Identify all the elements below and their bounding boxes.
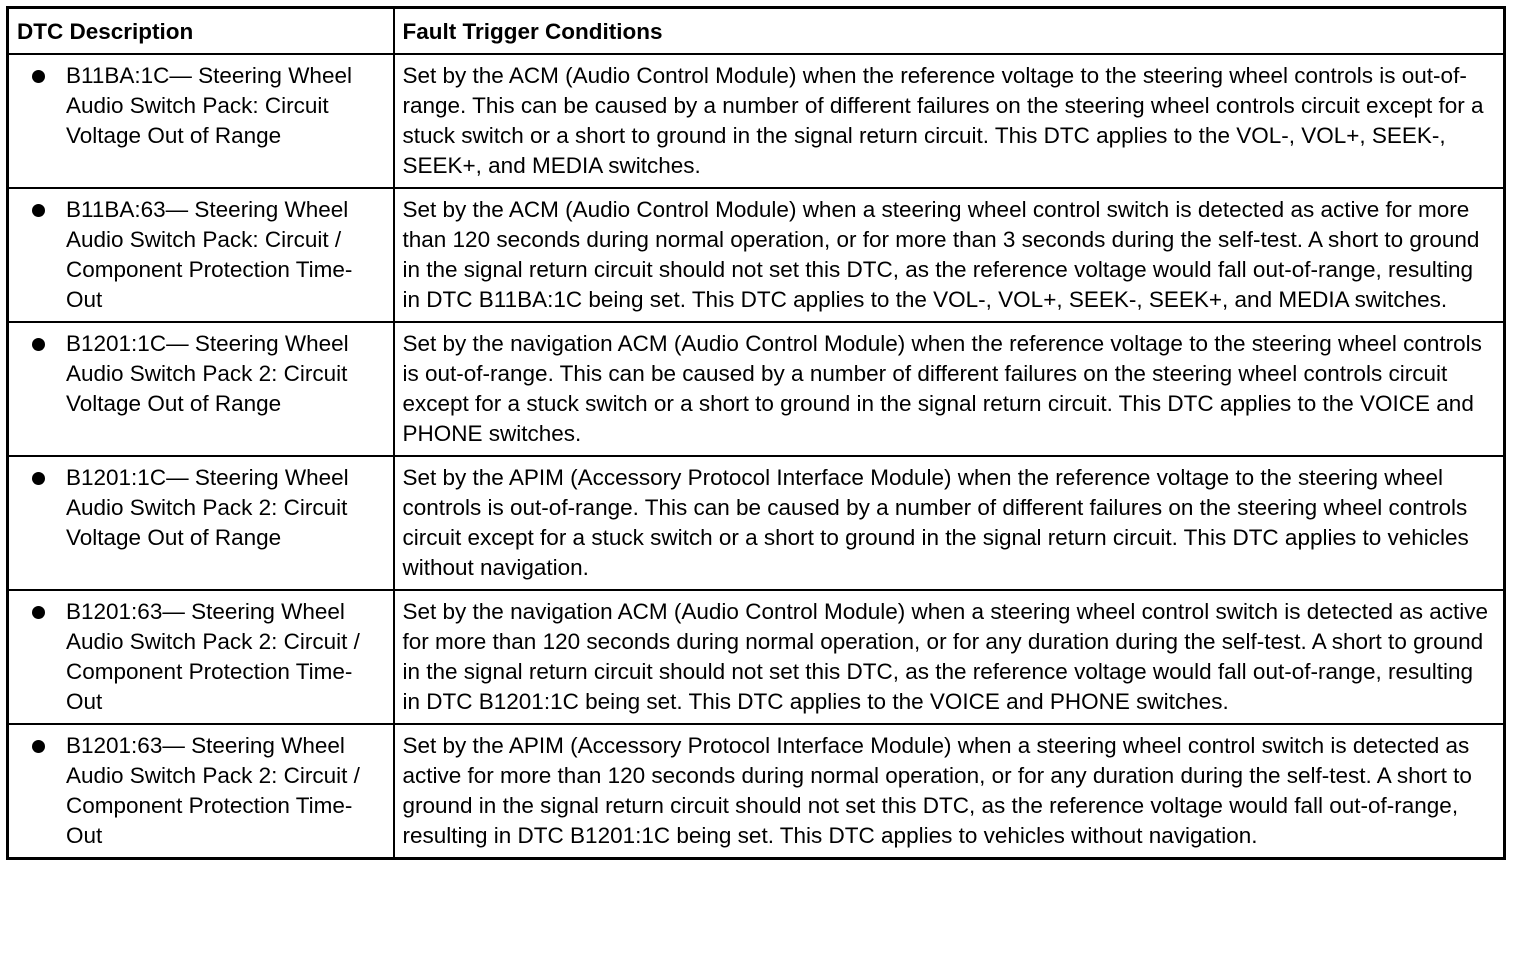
bullet-icon: [32, 740, 45, 753]
fault-condition: Set by the navigation ACM (Audio Control Module) when a steering wheel control switch is detected as active for more than 120 seconds during normal operation, or for any duration during the self-test. A short to ground in the signal return circuit should not set this DTC, as the reference voltage would fall out-of-range, resulting in DTC B1201:1C being set. This DTC applies to the VOICE and PHONE switches.: [402, 598, 1489, 714]
dtc-description-cell: [8, 188, 394, 322]
dtc-description-cell: [8, 456, 394, 590]
fault-condition-cell: [394, 724, 1505, 859]
fault-condition: Set by the APIM (Accessory Protocol Interface Module) when a steering wheel control switch is detected as active for more than 120 seconds during normal operation, or for any duration during the self-test. A short to ground in the signal return circuit should not set this DTC, as the reference voltage would fall out-of-range, resulting in DTC B1201:1C being set. This DTC applies to vehicles without navigation.: [402, 732, 1472, 848]
dtc-description: B1201:1C— Steering Wheel Audio Switch Pack 2: Circuit Voltage Out of Range: [66, 330, 349, 416]
table-row: [8, 724, 1505, 859]
fault-condition-cell: [394, 188, 1505, 322]
dtc-description: B11BA:63— Steering Wheel Audio Switch Pack: Circuit / Component Protection Time-Out: [66, 196, 353, 312]
dtc-description: B1201:1C— Steering Wheel Audio Switch Pack 2: Circuit Voltage Out of Range: [66, 464, 349, 550]
dtc-description-cell: [8, 724, 394, 859]
bullet-icon: [32, 204, 45, 217]
fault-condition: Set by the navigation ACM (Audio Control Module) when the reference voltage to the steering wheel controls is out-of-range. This can be caused by a number of different failures on the steering wheel controls circuit except for a stuck switch or a short to ground in the signal return circuit. This DTC applies to the VOICE and PHONE switches.: [402, 330, 1482, 446]
table-row: [8, 322, 1505, 456]
dtc-description: B1201:63— Steering Wheel Audio Switch Pack 2: Circuit / Component Protection Time-Out: [66, 732, 360, 848]
dtc-description: B11BA:1C— Steering Wheel Audio Switch Pack: Circuit Voltage Out of Range: [66, 62, 352, 148]
dtc-description-cell: [8, 322, 394, 456]
bullet-icon: [32, 70, 45, 83]
bullet-icon: [32, 472, 45, 485]
bullet-icon: [32, 606, 45, 619]
fault-condition-cell: [394, 54, 1505, 188]
fault-condition-cell: [394, 590, 1505, 724]
fault-condition: Set by the ACM (Audio Control Module) when the reference voltage to the steering wheel controls is out-of-range. This can be caused by a number of different failures on the steering wheel controls circuit except for a stuck switch or a short to ground in the signal return circuit. This DTC applies to the VOL-, VOL+, SEEK-, SEEK+, and MEDIA switches.: [402, 62, 1484, 178]
fault-condition: Set by the ACM (Audio Control Module) when a steering wheel control switch is detected as active for more than 120 seconds during normal operation, or for more than 3 seconds during the self-test. A short to ground in the signal return circuit should not set this DTC, as the reference voltage would fall out-of-range, resulting in DTC B11BA:1C being set. This DTC applies to the VOL-, VOL+, SEEK-, SEEK+, and MEDIA switches.: [402, 196, 1480, 312]
table-row: [8, 188, 1505, 322]
dtc-description-cell: [8, 590, 394, 724]
bullet-icon: [32, 338, 45, 351]
header-fault-trigger-conditions: Fault Trigger Conditions: [394, 8, 1505, 54]
dtc-description: B1201:63— Steering Wheel Audio Switch Pack 2: Circuit / Component Protection Time-Out: [66, 598, 360, 714]
fault-condition: Set by the APIM (Accessory Protocol Interface Module) when the reference voltage to the steering wheel controls is out-of-range. This can be caused by a number of different failures on the steering wheel controls circuit except for a stuck switch or a short to ground in the signal return circuit. This DTC applies to vehicles without navigation.: [402, 464, 1469, 580]
table-row: [8, 456, 1505, 590]
header-dtc-description: DTC Description: [8, 8, 394, 54]
table-header-row: [8, 8, 1505, 54]
fault-condition-cell: [394, 322, 1505, 456]
dtc-description-cell: [8, 54, 394, 188]
table-row: [8, 590, 1505, 724]
fault-condition-cell: [394, 456, 1505, 590]
dtc-table: [6, 6, 1506, 860]
table-row: [8, 54, 1505, 188]
